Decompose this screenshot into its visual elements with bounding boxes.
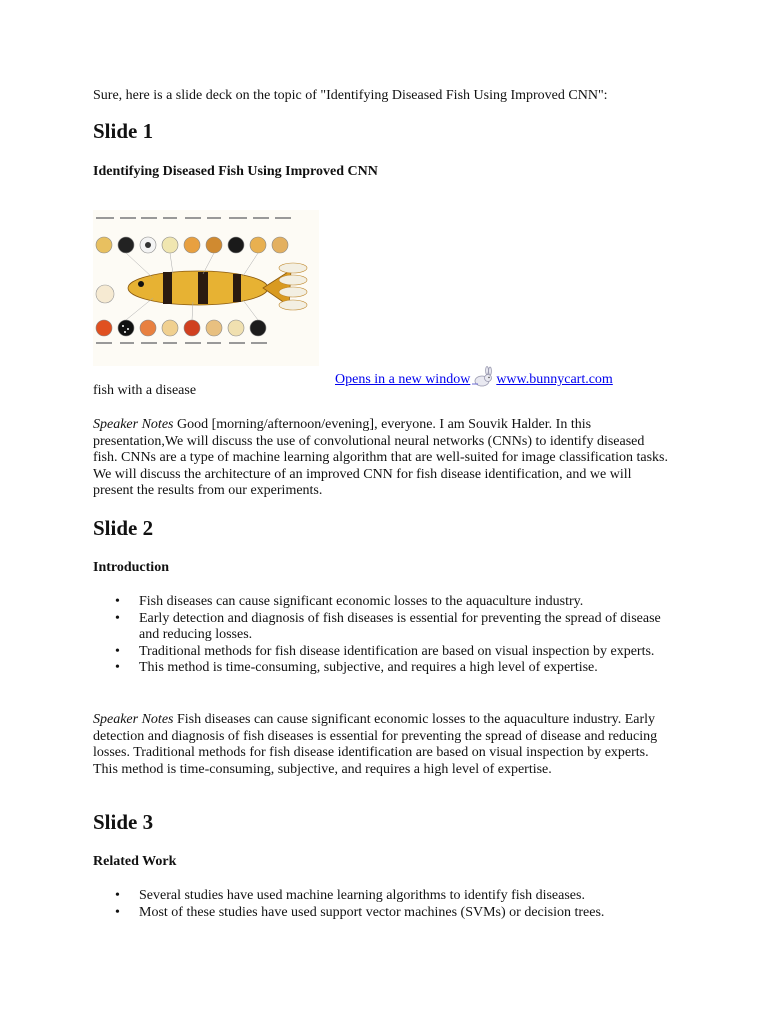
speaker-notes-label: Speaker Notes xyxy=(93,712,174,727)
slide-1-speaker-notes xyxy=(93,417,671,500)
speaker-notes-label: Speaker Notes xyxy=(93,417,174,432)
fish-disease-diagram[interactable] xyxy=(93,210,319,366)
rabbit-icon-link[interactable] xyxy=(470,372,496,387)
fish-disease-illustration xyxy=(93,210,319,366)
intro-text: Sure, here is a slide deck on the topic of "Identifying Diseased Fish Using Improved CNN": xyxy=(93,88,608,103)
bunnycart-source-link[interactable]: www.bunnycart.com xyxy=(496,372,613,387)
slide-1-heading: Slide 1 xyxy=(93,119,154,143)
slide-3-heading: Slide 3 xyxy=(93,810,154,834)
slide-2-bullet-list xyxy=(93,594,673,677)
opens-new-window-link[interactable]: Opens in a new window xyxy=(335,372,471,387)
list-item: • Fish diseases can cause significant economic losses to the aquaculture industry. xyxy=(93,594,673,611)
slide-3-bullet-list xyxy=(93,888,673,921)
list-item: • Early detection and diagnosis of fish diseases is essential for preventing the spread of disease and reducing losses. xyxy=(93,611,673,644)
slide-2-heading: Slide 2 xyxy=(93,516,154,540)
slide-2-speaker-notes xyxy=(93,712,671,778)
slide-2-subtitle: Introduction xyxy=(93,560,169,575)
speaker-notes-text: Good [morning/afternoon/evening], everyone. I am Souvik Halder. In this presentation,We will discuss the use of convolutional neural networks (CNNs) to identify diseased fish. CNNs are a type of machine learning algorithm that are well-suited for image classification tasks. We will discuss the architecture of an improved CNN for fish disease identification, and we will present the results from our experiments. xyxy=(93,417,668,498)
slide-1-subtitle: Identifying Diseased Fish Using Improved CNN xyxy=(93,164,378,179)
rabbit-icon xyxy=(470,366,496,388)
list-item: • Traditional methods for fish disease identification are based on visual inspection by experts. xyxy=(93,644,673,661)
list-item: • Several studies have used machine learning algorithms to identify fish diseases. xyxy=(93,888,673,905)
speaker-notes-text: Fish diseases can cause significant economic losses to the aquaculture industry. Early detection and diagnosis of fish diseases is essential for preventing the spread of disease and reducing losses. Traditional methods for fish disease identification are based on visual inspection by experts. This method is time-consuming, subjective, and requires a high level of expertise. xyxy=(93,712,658,777)
list-item: • This method is time-consuming, subjective, and requires a high level of expertise. xyxy=(93,660,673,677)
list-item: • Most of these studies have used support vector machines (SVMs) or decision trees. xyxy=(93,905,673,922)
image-source-line xyxy=(335,366,613,389)
slide-3-subtitle: Related Work xyxy=(93,854,177,869)
image-caption: fish with a disease xyxy=(93,383,197,398)
